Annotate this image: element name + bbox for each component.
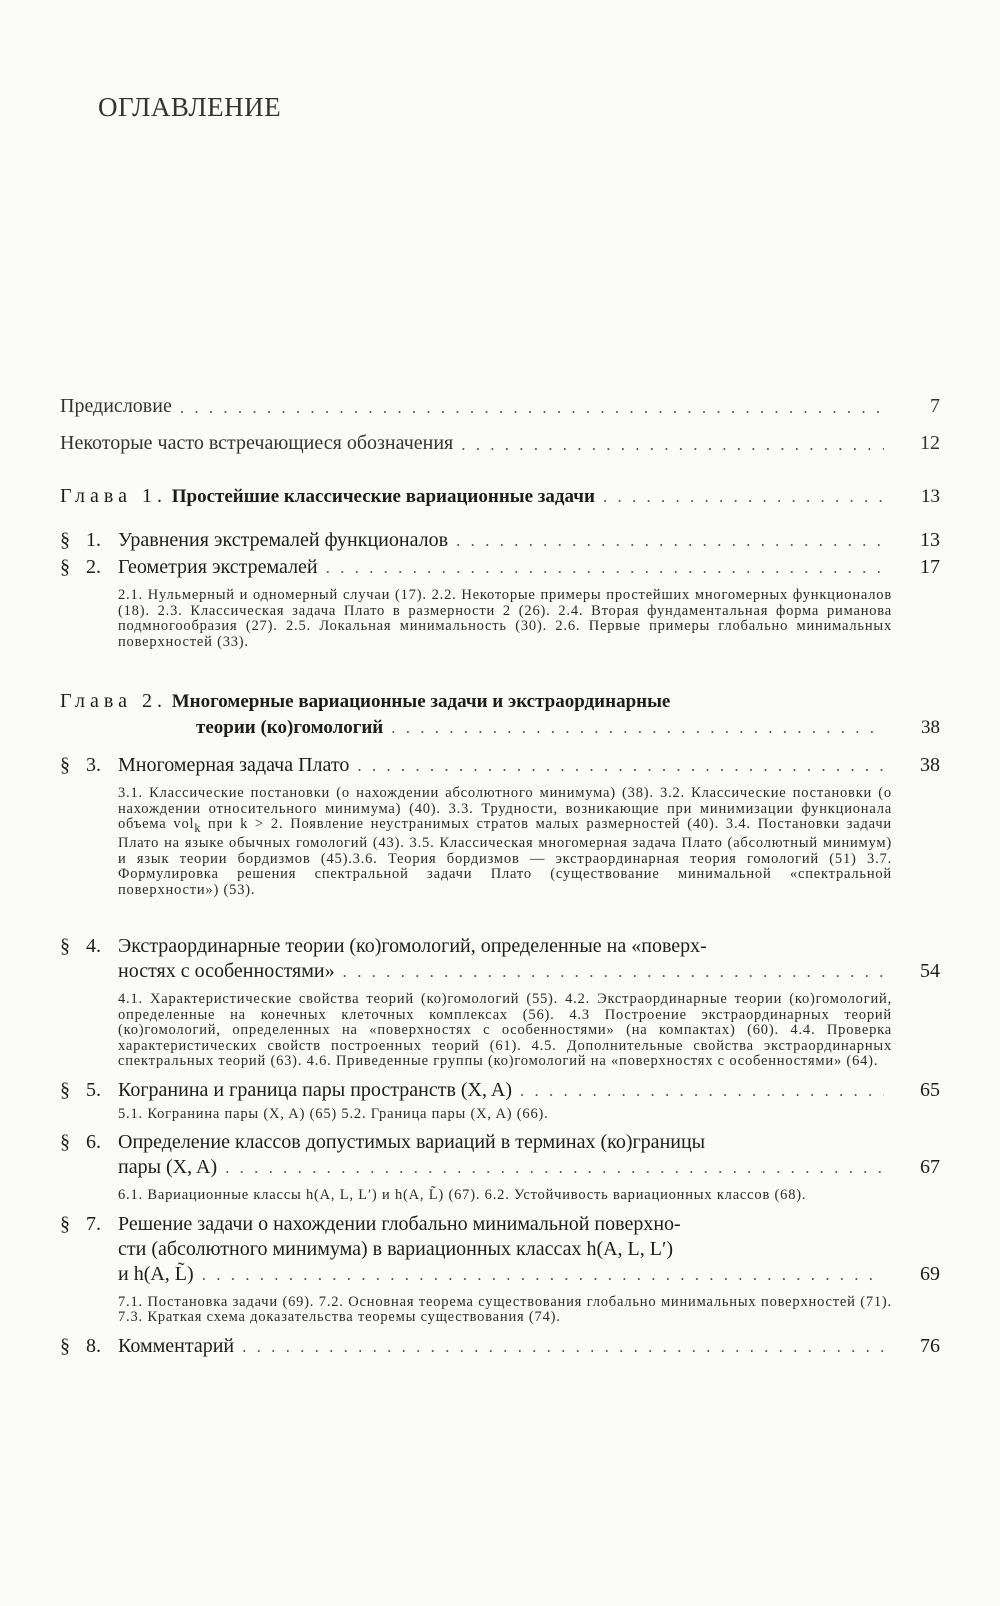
chapter-title-line-1: Многомерные вариационные задачи и экстраординарные [171, 691, 671, 712]
dot-leader [242, 1334, 884, 1359]
toc-entry-label: Некоторые часто встречающиеся обозначения [60, 432, 454, 454]
toc-page-number: 13 [921, 486, 940, 507]
toc-section-8[interactable] [60, 1334, 940, 1359]
subsection-list: 3.1. Классические постановки (о нахождении абсолютного минимума) (38). 3.2. Классические постановки (о нахождении относительного минимума) (40). 3.3. Трудности, возникающие при минимизации функционала объема vol$_k$ при k > 2. Появление неустранимых стратов малых размерностей (40). 3.4. Постановки задачи Плато на языке обычных гомологий (43). 3.5. Классическая многомерная задача Плато (абсолютный минимум) и язык теории бордизмов (45).3.6. Теория бордизмов — экстраординарная теория гомологий (51) 3.7. Формулировка решения спектральной задачи Плато (существование минимальной «спектральной поверхности») (53). [118, 785, 892, 898]
toc-page-number: 13 [920, 529, 940, 551]
toc-section-3[interactable] [60, 753, 940, 778]
dot-leader [391, 715, 884, 741]
section-number: 1. [86, 529, 101, 551]
section-title-line-2: ностях с особенностями» [118, 960, 335, 983]
chapter-title: Простейшие классические вариационные задачи [171, 486, 595, 507]
section-sign: § [60, 1334, 70, 1357]
dot-leader [180, 398, 884, 418]
toc-page-number: 76 [920, 1334, 940, 1357]
section-title: Геометрия экстремалей [118, 556, 318, 578]
section-sign: § [60, 529, 70, 551]
toc-chapter-2[interactable] [60, 688, 940, 741]
subsection-list: 7.1. Постановка задачи (69). 7.2. Основная теорема существования глобально минимальных поверхностей (71). 7.3. Краткая схема доказательства теоремы существования (74). [118, 1293, 892, 1326]
toc-page-number: 7 [930, 395, 940, 417]
chapter-prefix: Глава 2. [60, 690, 167, 712]
toc-page-number: 67 [920, 1156, 940, 1179]
dot-leader [202, 1262, 884, 1287]
section-title-line-1: Определение классов допустимых вариаций в терминах (ко)границы [118, 1131, 706, 1154]
toc-section-2[interactable] [60, 555, 940, 580]
toc-section-6[interactable] [60, 1130, 940, 1180]
section-number: 3. [86, 754, 101, 776]
section-title-line-3: и h(A, L̃) [118, 1262, 194, 1285]
toc-page-number: 12 [920, 432, 940, 454]
section-sign: § [60, 935, 70, 958]
section-number: 5. [86, 1078, 101, 1101]
page-title: ОГЛАВЛЕНИЕ [98, 92, 282, 122]
section-sign: § [60, 1212, 70, 1235]
toc-entry-label: Предисловие [60, 395, 172, 417]
dot-leader [603, 484, 884, 510]
section-number: 8. [86, 1334, 101, 1357]
dot-leader [456, 528, 884, 553]
dot-leader [225, 1155, 884, 1180]
chapter-prefix: Глава 1. [60, 485, 167, 507]
section-title-line-1: Экстраординарные теории (ко)гомологий, определенные на «поверх- [118, 935, 707, 958]
section-title: Уравнения экстремалей функционалов [118, 529, 449, 551]
section-number: 4. [86, 935, 101, 958]
section-number: 2. [86, 556, 101, 578]
section-number: 6. [86, 1131, 101, 1154]
toc-page-number: 17 [920, 556, 940, 578]
toc-chapter-1[interactable] [60, 483, 940, 510]
section-number: 7. [86, 1212, 101, 1235]
section-sign: § [60, 1131, 70, 1154]
dot-leader [357, 753, 884, 778]
toc-page-number: 65 [920, 1078, 940, 1101]
section-title: Когранина и граница пары пространств (X, A) [118, 1078, 513, 1101]
section-title-line-2: пары (X, A) [118, 1156, 218, 1179]
chapter-title-line-2: теории (ко)гомологий [196, 717, 384, 738]
section-sign: § [60, 556, 70, 578]
subsection-list: 2.1. Нульмерный и одномерный случаи (17). 2.2. Некоторые примеры простейших многомерных функционалов (18). 2.3. Классическая задача Плато в размерности 2 (26). 2.4. Вторая фундаментальная форма риманова подмногообразия (27). 2.5. Локальная минимальность (30). 2.6. Первые примеры глобально минимальных поверхностей (33). [118, 587, 892, 650]
subsection-list: 6.1. Вариационные классы h(A, L, L′) и h(A, L̃) (67). 6.2. Устойчивость вариационных классов (68). [118, 1187, 807, 1204]
section-title: Комментарий [118, 1334, 235, 1357]
toc-page-number: 38 [920, 754, 940, 776]
dot-leader [343, 959, 884, 984]
subsection-list: 4.1. Характеристические свойства теорий (ко)гомологий (55). 4.2. Экстраординарные теории (ко)гомологий, определенные на конечных клеточных комплексах (56). 4.3 Построение экстраординарных теорий (ко)гомологий, определенных на «поверхностях с особенностями» (на компактах) (60). 4.4. Проверка характеристических свойств построенных теорий (61). 4.5. Дополнительные свойства экстраординарных спектральных теорий (63). 4.6. Приведенные группы (ко)гомологий на «поверхностях с особенностями» (64). [118, 991, 892, 1070]
toc-section-7[interactable] [60, 1212, 940, 1287]
subsection-list: 5.1. Когранина пары (X, A) (65) 5.2. Граница пары (X, A) (66). [118, 1105, 549, 1122]
toc-section-5[interactable] [60, 1078, 940, 1103]
section-title-line-1: Решение задачи о нахождении глобально минимальной поверхно- [118, 1212, 681, 1235]
toc-entry-preface[interactable] [60, 395, 940, 418]
toc-section-4[interactable] [60, 934, 940, 984]
section-sign: § [60, 754, 70, 776]
section-title: Многомерная задача Плато [118, 754, 350, 776]
dot-leader [520, 1078, 884, 1103]
toc-section-1[interactable] [60, 528, 940, 553]
dot-leader [326, 555, 884, 580]
section-title-line-2: сти (абсолютного минимума) в вариационных классах h(A, L, L′) [118, 1237, 674, 1260]
toc-page-number: 38 [921, 717, 940, 738]
dot-leader [461, 435, 884, 455]
section-sign: § [60, 1078, 70, 1101]
table-of-contents [60, 395, 940, 1359]
toc-page-number: 54 [920, 960, 940, 983]
toc-page-number: 69 [920, 1262, 940, 1285]
toc-entry-notation[interactable] [60, 432, 940, 455]
